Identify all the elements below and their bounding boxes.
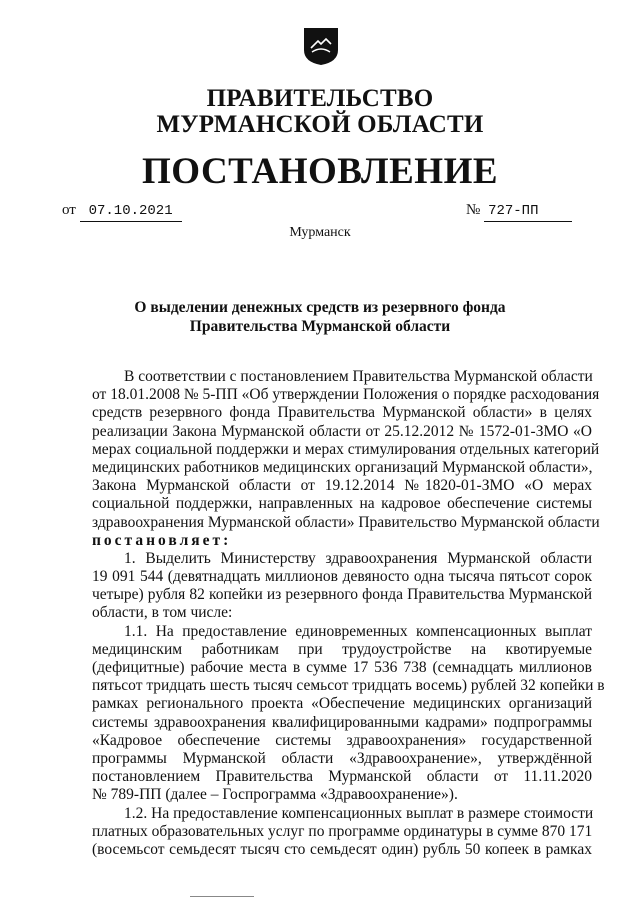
item-1-line: 19 091 544 (девятнадцать миллионов девяносто одна тысяча пятьсот сорок	[92, 568, 592, 586]
body-line: медицинских работников медицинских организаций Мурманской области»,	[92, 458, 593, 476]
item-1-2-line: платных образовательных услуг по программе ординатуры в сумме 870 171	[92, 822, 593, 840]
document-date	[62, 200, 182, 222]
item-1-1-line: 1.1. На предоставление единовременных компенсационных выплат	[124, 622, 592, 640]
item-1-line: четыре) рубля 82 копейки из резервного фонда Правительства Мурманской	[92, 586, 592, 604]
date-label: от	[62, 202, 76, 218]
item-1-1-line: (дефицитные) рабочие места в сумме 17 536 738 (семнадцать миллионов	[92, 659, 592, 676]
date-value: 07.10.2021	[80, 201, 182, 222]
item-1-1-line: пятьсот тридцать шесть тысяч семьсот тридцать восемь) рублей 32 копейки в	[92, 677, 605, 695]
document-type: ПОСТАНОВЛЕНИЕ	[141, 151, 499, 192]
item-1-2-line: 1.2. На предоставление компенсационных выплат в размере стоимости	[124, 804, 594, 822]
body-line: от 18.01.2008 № 5-ПП «Об утверждении Положения о порядке расходования	[92, 386, 600, 404]
body-line: реализации Закона Мурманской области от 25.12.2012 № 1572-01-ЗМО «О	[92, 422, 592, 440]
item-1-1-line: постановлением Правительства Мурманской области от 11.11.2020	[92, 768, 592, 786]
body-line: средств резервного фонда Правительства Мурманской области» в целях	[92, 404, 592, 422]
resolves-keyword: постановляет:	[92, 531, 232, 549]
item-1-1-line: программы Мурманской области «Здравоохранение», утверждённой	[92, 749, 592, 767]
body-line: В соответствии с постановлением Правительства Мурманской области	[124, 368, 593, 385]
body-line: социальной поддержки, направленных на кадровое обеспечение системы	[92, 495, 592, 513]
city: Мурманск	[289, 225, 351, 240]
item-1-line: области, в том числе:	[92, 604, 233, 622]
government-name-line1: ПРАВИТЕЛЬСТВО	[206, 85, 434, 112]
item-1-1-line: «Кадровое обеспечение системы здравоохранения» государственной	[92, 731, 592, 749]
item-1-1-line: медицинским работникам при трудоустройстве на квотируемые	[92, 640, 592, 658]
murmansk-coat-of-arms-icon	[302, 26, 340, 66]
item-1-1-line: № 789-ПП (далее – Госпрограмма «Здравоохранение»).	[92, 786, 458, 804]
item-1-1-line: системы здравоохранения квалифицированными кадрами» подпрограммы	[92, 713, 592, 731]
document-number	[466, 200, 572, 222]
number-label: №	[466, 202, 481, 218]
body-line: здравоохранения Мурманской области» Правительство Мурманской области	[92, 513, 600, 531]
government-name-line2: МУРМАНСКОЙ ОБЛАСТИ	[156, 111, 484, 138]
item-1-2-line: (восемьсот семьдесят тысяч сто семьдесят один) рубль 50 копеек в рамках	[92, 840, 592, 858]
item-1-line: 1. Выделить Министерству здравоохранения Мурманской области	[124, 549, 592, 567]
number-value: 727-ПП	[484, 201, 572, 222]
document-title-line2: Правительства Мурманской области	[189, 318, 451, 335]
footer-divider	[190, 896, 254, 897]
document-title-line1: О выделении денежных средств из резервного фонда	[134, 299, 506, 316]
document-body	[92, 368, 605, 859]
body-line: Закона Мурманской области от 19.12.2014 №1820-01-ЗМО «О мерах	[92, 477, 592, 495]
item-1-1-line: рамках регионального проекта «Обеспечение медицинских организаций	[92, 695, 592, 713]
body-line: мерах социальной поддержки и мерах стимулирования отдельных категорий	[92, 440, 600, 458]
